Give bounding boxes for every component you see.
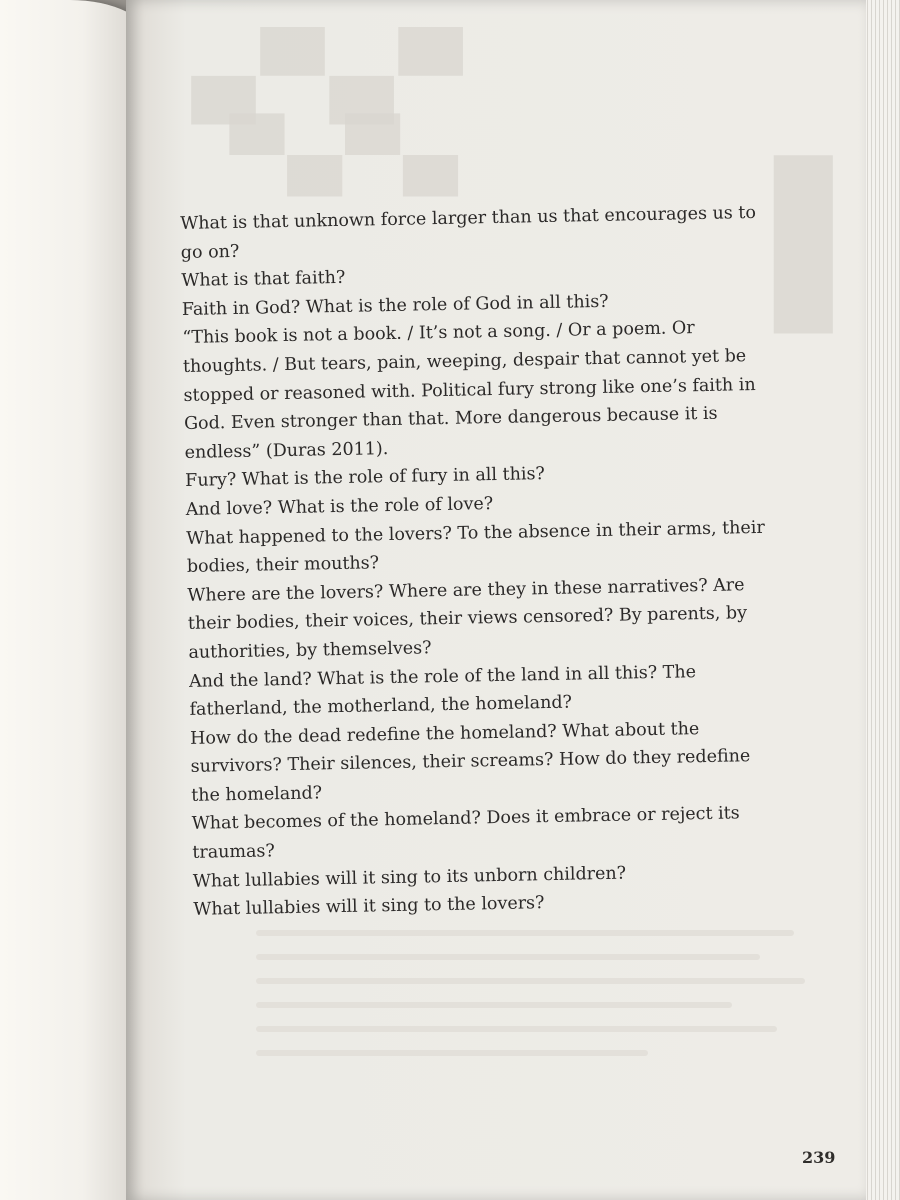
paragraph: Fury? What is the role of fury in all this? <box>185 464 546 492</box>
paragraph: Where are the lovers? Where are they in these narratives? Are their bodies, their voices, their views censored? By parents, by authorities, by themselves? <box>187 574 748 663</box>
paragraph: What lullabies will it sing to its unborn children? <box>192 863 627 892</box>
show-through-graphic: ▀▄▀▄ <box>186 29 463 124</box>
paragraph: How do the dead redefine the homeland? What about the survivors? Their silences, their screams? How do they redefine the homeland? <box>189 718 751 806</box>
paragraph: Faith in God? What is the role of God in all this? <box>181 291 609 320</box>
paragraph: And love? What is the role of love? <box>185 493 494 520</box>
paragraph: What happened to the lovers? To the absence in their arms, their bodies, their mouths? <box>186 517 765 578</box>
show-through-graphic: ▌ <box>716 158 832 332</box>
paragraph: What becomes of the homeland? Does it embrace or reject its traumas? <box>191 803 740 863</box>
page-number: 239 <box>802 1148 836 1167</box>
paragraph: What lullabies will it sing to the lovers? <box>193 893 545 921</box>
book-page <box>126 0 866 1200</box>
paragraph: What is that unknown force larger than us that encourages us to go on? <box>180 202 757 263</box>
show-through-text <box>256 930 816 1074</box>
paragraph: What is that faith? <box>181 268 346 292</box>
paragraph: And the land? What is the role of the land in all this? The fatherland, the motherland, the homeland? <box>188 661 697 720</box>
quotation-paragraph: “This book is not a book. / It’s not a song. / Or a poem. Or thoughts. / But tears, pain, weeping, despair that cannot yet be stopped or reasoned with. Political fury strong like one’s faith in God. Even stronger than that. More dangerous because it is endless” (Duras 2011). <box>182 318 756 463</box>
body-text <box>180 199 784 925</box>
show-through-graphic: ▄▀▄▀ <box>226 114 458 196</box>
